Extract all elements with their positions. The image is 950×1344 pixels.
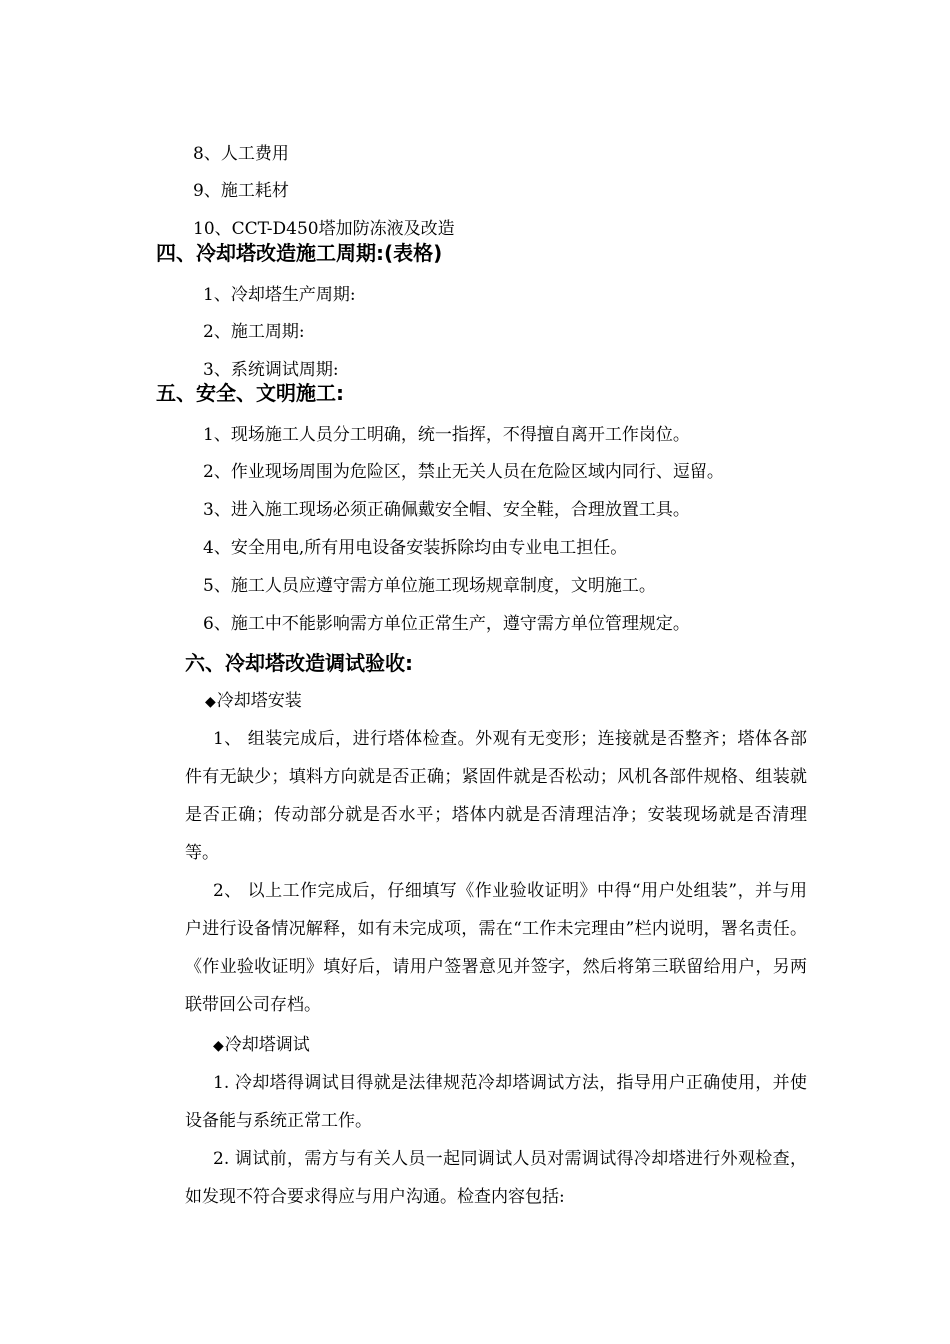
diamond-bullet-icon: ◆ [205, 694, 216, 710]
cycle-item-3: 3、系统调试周期: [203, 360, 339, 380]
install-paragraph-1: 1、 组装完成后，进行塔体检查。外观有无变形；连接就是否整齐；塔体各部件有无缺少；填料方向就是否正确；紧固件就是否松动；风机各部件规格、组装就是否正确；传动部分就是否水平；塔体内就是否清理洁净；安装现场就是否清理等。 [185, 729, 807, 863]
safety-item-1: 1、现场施工人员分工明确，统一指挥，不得擅自离开工作岗位。 [203, 425, 690, 445]
cost-item-9: 9、施工耗材 [193, 181, 289, 201]
install-subheading-label: 冷却塔安装 [216, 691, 302, 711]
diamond-bullet-icon: ◆ [213, 1038, 224, 1054]
section-6-heading: 六、冷却塔改造调试验收: [185, 651, 413, 675]
safety-item-5: 5、施工人员应遵守需方单位施工现场规章制度，文明施工。 [203, 576, 656, 596]
safety-item-6: 6、施工中不能影响需方单位正常生产，遵守需方单位管理规定。 [203, 614, 690, 634]
safety-item-3: 3、进入施工现场必须正确佩戴安全帽、安全鞋，合理放置工具。 [203, 500, 690, 520]
safety-item-4: 4、安全用电,所有用电设备安装拆除均由专业电工担任。 [203, 538, 628, 558]
safety-item-2: 2、作业现场周围为危险区，禁止无关人员在危险区域内同行、逗留。 [203, 462, 724, 482]
debug-paragraph-2: 2. 调试前，需方与有关人员一起同调试人员对需调试得冷却塔进行外观检查，如发现不符合要求得应与用户沟通。检查内容包括: [185, 1149, 807, 1207]
cycle-item-1: 1、冷却塔生产周期: [203, 285, 356, 305]
cost-item-10: 10、CCT-D450塔加防冻液及改造 [193, 219, 455, 239]
debug-paragraph-1: 1. 冷却塔得调试目得就是法律规范冷却塔调试方法，指导用户正确使用，并使设备能与系统正常工作。 [185, 1073, 807, 1131]
cost-item-8: 8、人工费用 [193, 144, 289, 164]
debug-subheading [213, 1034, 310, 1057]
debug-subheading-label: 冷却塔调试 [224, 1035, 310, 1055]
cycle-item-2: 2、施工周期: [203, 322, 305, 342]
install-subheading [205, 690, 302, 713]
section-5-heading: 五、安全、文明施工: [156, 381, 344, 405]
section-4-heading: 四、冷却塔改造施工周期:(表格) [156, 241, 443, 265]
install-paragraph-2: 2、 以上工作完成后，仔细填写《作业验收证明》中得“用户处组装”，并与用户进行设备情况解释，如有未完成项，需在“工作未完理由”栏内说明，署名责任。《作业验收证明》填好后，请用户签署意见并签字，然后将第三联留给用户，另两联带回公司存档。 [185, 881, 807, 1015]
